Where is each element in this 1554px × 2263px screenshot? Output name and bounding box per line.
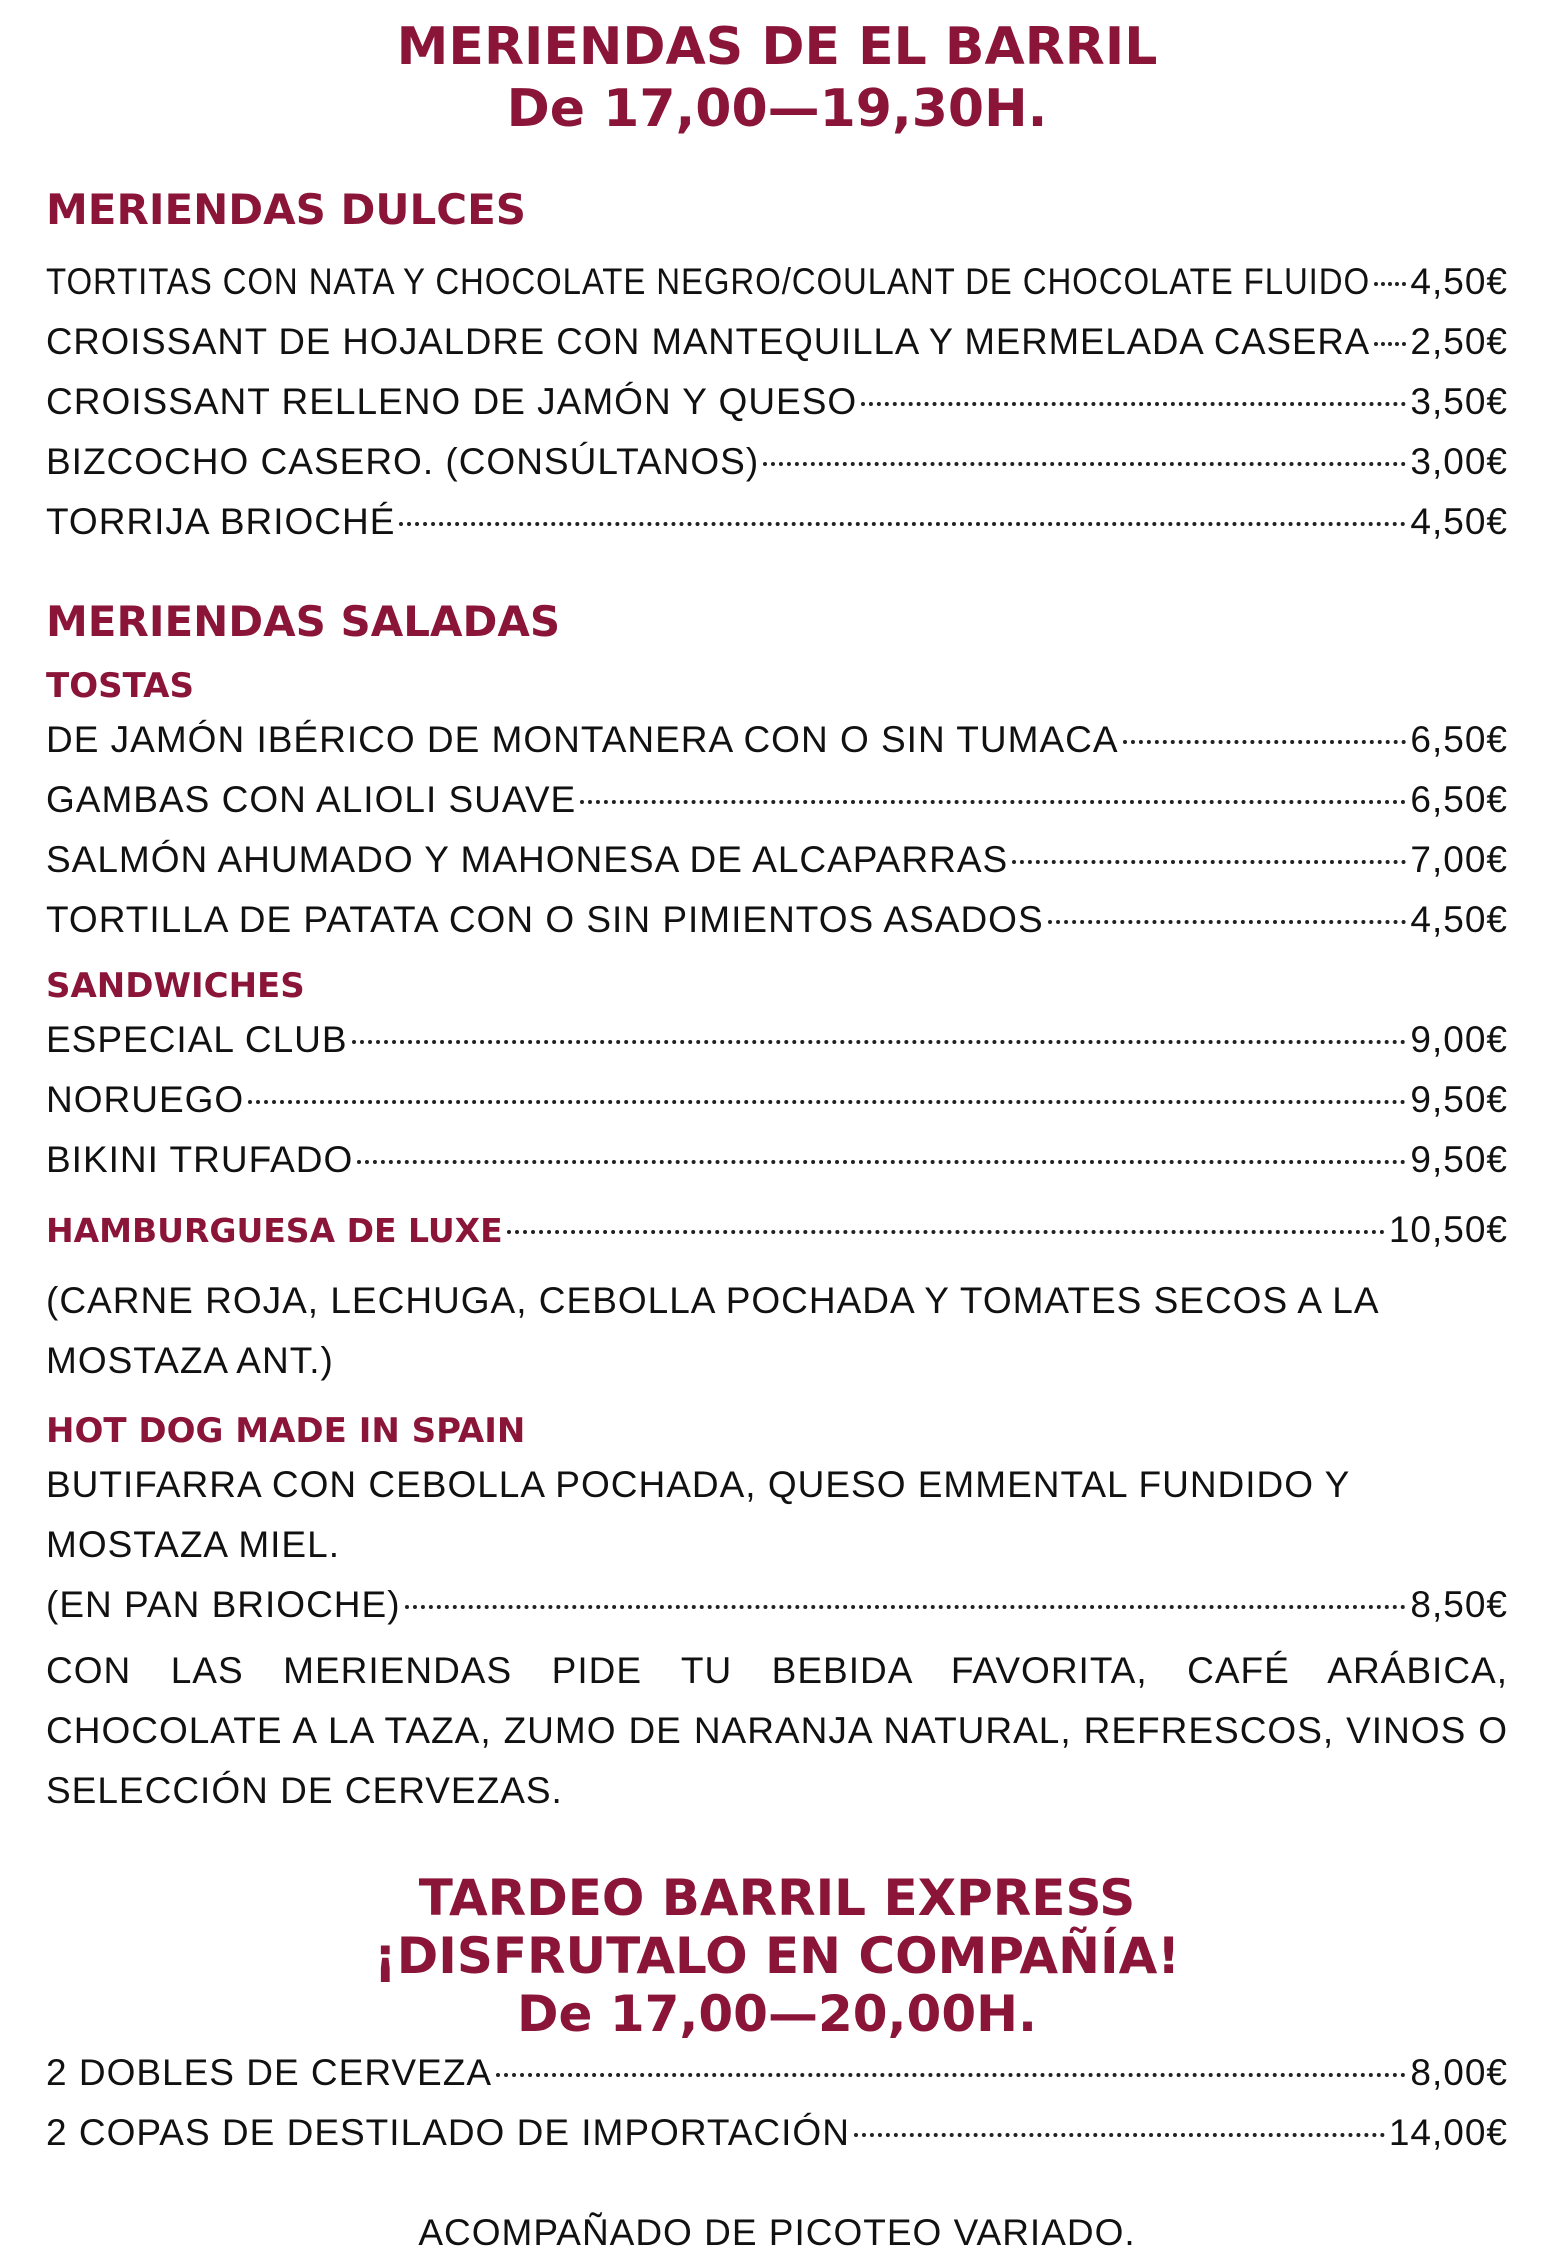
dot-leader bbox=[1048, 920, 1407, 924]
item-price: 9,50€ bbox=[1410, 1139, 1508, 1180]
item-name: TORTITAS CON NATA Y CHOCOLATE NEGRO/COULANT DE CHOCOLATE FLUIDO bbox=[46, 261, 1370, 302]
item-name: (EN PAN BRIOCHE) bbox=[46, 1584, 401, 1625]
item-name: SALMÓN AHUMADO Y MAHONESA DE ALCAPARRAS bbox=[46, 839, 1009, 880]
express-subtitle: ¡DISFRUTALO EN COMPAÑÍA! bbox=[373, 1927, 1181, 1985]
item-name: TORRIJA BRIOCHÉ bbox=[46, 501, 396, 542]
express-section bbox=[46, 1869, 1508, 2043]
item-price: 8,00€ bbox=[1410, 2052, 1508, 2093]
menu-item bbox=[46, 492, 1508, 552]
dot-leader bbox=[248, 1100, 1406, 1104]
section-title-saladas: MERIENDAS SALADAS bbox=[46, 597, 561, 646]
dot-leader bbox=[352, 1040, 1407, 1044]
dot-leader bbox=[1123, 740, 1407, 744]
menu-item bbox=[46, 432, 1508, 492]
sandwiches-list bbox=[46, 1010, 1508, 1190]
subsection-title-sandwiches: SANDWICHES bbox=[46, 966, 305, 1006]
tostas-list bbox=[46, 710, 1508, 950]
item-price: 10,50€ bbox=[1388, 1209, 1508, 1250]
express-list bbox=[46, 2043, 1508, 2163]
menu-item-hotdog bbox=[46, 1575, 1508, 1635]
item-name: TORTILLA DE PATATA CON O SIN PIMIENTOS ASADOS bbox=[46, 899, 1044, 940]
menu-item bbox=[46, 830, 1508, 890]
dot-leader bbox=[580, 800, 1406, 804]
item-price: 4,50€ bbox=[1410, 501, 1508, 542]
menu-item bbox=[46, 890, 1508, 950]
item-name: BIZCOCHO CASERO. (CONSÚLTANOS) bbox=[46, 441, 760, 482]
item-name: 2 COPAS DE DESTILADO DE IMPORTACIÓN bbox=[46, 2112, 850, 2153]
menu-item bbox=[46, 2103, 1508, 2163]
dot-leader bbox=[1374, 282, 1406, 286]
menu-item bbox=[46, 2043, 1508, 2103]
item-price: 7,00€ bbox=[1410, 839, 1508, 880]
dot-leader bbox=[861, 402, 1406, 406]
menu-item-hamburguesa bbox=[46, 1200, 1508, 1261]
item-name: GAMBAS CON ALIOLI SUAVE bbox=[46, 779, 577, 820]
subsection-title-tostas: TOSTAS bbox=[46, 666, 194, 706]
item-price: 3,50€ bbox=[1410, 381, 1508, 422]
dot-leader bbox=[1374, 342, 1406, 346]
dot-leader bbox=[357, 1160, 1406, 1164]
item-name: NORUEGO bbox=[46, 1079, 245, 1120]
dulces-list bbox=[46, 252, 1508, 552]
item-price: 4,50€ bbox=[1410, 899, 1508, 940]
menu-item bbox=[46, 372, 1508, 432]
dot-leader bbox=[405, 1605, 1407, 1609]
hotdog-description: BUTIFARRA CON CEBOLLA POCHADA, QUESO EMMENTAL FUNDIDO Y MOSTAZA MIEL. bbox=[46, 1464, 1350, 1565]
express-footer: ACOMPAÑADO DE PICOTEO VARIADO. bbox=[418, 2212, 1136, 2253]
menu-item bbox=[46, 770, 1508, 830]
item-name: DE JAMÓN IBÉRICO DE MONTANERA CON O SIN TUMACA bbox=[46, 719, 1119, 760]
section-title-dulces: MERIENDAS DULCES bbox=[46, 185, 527, 234]
item-price: 4,50€ bbox=[1410, 261, 1508, 302]
item-price: 9,00€ bbox=[1410, 1019, 1508, 1060]
item-name: HAMBURGUESA DE LUXE bbox=[46, 1211, 503, 1250]
item-name: ESPECIAL CLUB bbox=[46, 1019, 348, 1060]
item-name: CROISSANT DE HOJALDRE CON MANTEQUILLA Y MERMELADA CASERA bbox=[46, 321, 1371, 362]
dot-leader bbox=[507, 1230, 1385, 1234]
menu-item bbox=[46, 1070, 1508, 1130]
menu-item bbox=[46, 1010, 1508, 1070]
item-price: 14,00€ bbox=[1388, 2112, 1508, 2153]
menu-item bbox=[46, 312, 1508, 372]
drinks-note: CON LAS MERIENDAS PIDE TU BEBIDA FAVORITA, CAFÉ ARÁBICA, CHOCOLATE A LA TAZA, ZUMO DE NARANJA NATURAL, REFRESCOS, VINOS O SELECCIÓN DE CERVEZAS. bbox=[46, 1650, 1508, 1811]
item-name: BIKINI TRUFADO bbox=[46, 1139, 354, 1180]
subsection-title-hotdog: HOT DOG MADE IN SPAIN bbox=[46, 1411, 526, 1451]
menu-item bbox=[46, 1130, 1508, 1190]
dot-leader bbox=[854, 2133, 1385, 2137]
dot-leader bbox=[763, 462, 1406, 466]
hamburguesa-description: (CARNE ROJA, LECHUGA, CEBOLLA POCHADA Y TOMATES SECOS A LA MOSTAZA ANT.) bbox=[46, 1280, 1378, 1381]
item-price: 3,00€ bbox=[1410, 441, 1508, 482]
dot-leader bbox=[496, 2073, 1406, 2077]
menu-title: MERIENDAS DE EL BARRIL bbox=[396, 17, 1158, 77]
item-price: 6,50€ bbox=[1410, 779, 1508, 820]
item-price: 9,50€ bbox=[1410, 1079, 1508, 1120]
item-price: 8,50€ bbox=[1410, 1584, 1508, 1625]
dot-leader bbox=[1012, 860, 1406, 864]
menu-item bbox=[46, 252, 1508, 312]
express-hours: De 17,00—20,00H. bbox=[517, 1985, 1037, 2043]
express-title: TARDEO BARRIL EXPRESS bbox=[418, 1869, 1136, 1927]
item-name: 2 DOBLES DE CERVEZA bbox=[46, 2052, 493, 2093]
menu-item bbox=[46, 710, 1508, 770]
item-price: 6,50€ bbox=[1410, 719, 1508, 760]
dot-leader bbox=[399, 522, 1406, 526]
item-price: 2,50€ bbox=[1410, 321, 1508, 362]
item-name: CROISSANT RELLENO DE JAMÓN Y QUESO bbox=[46, 381, 858, 422]
menu-hours: De 17,00—19,30H. bbox=[506, 79, 1048, 139]
